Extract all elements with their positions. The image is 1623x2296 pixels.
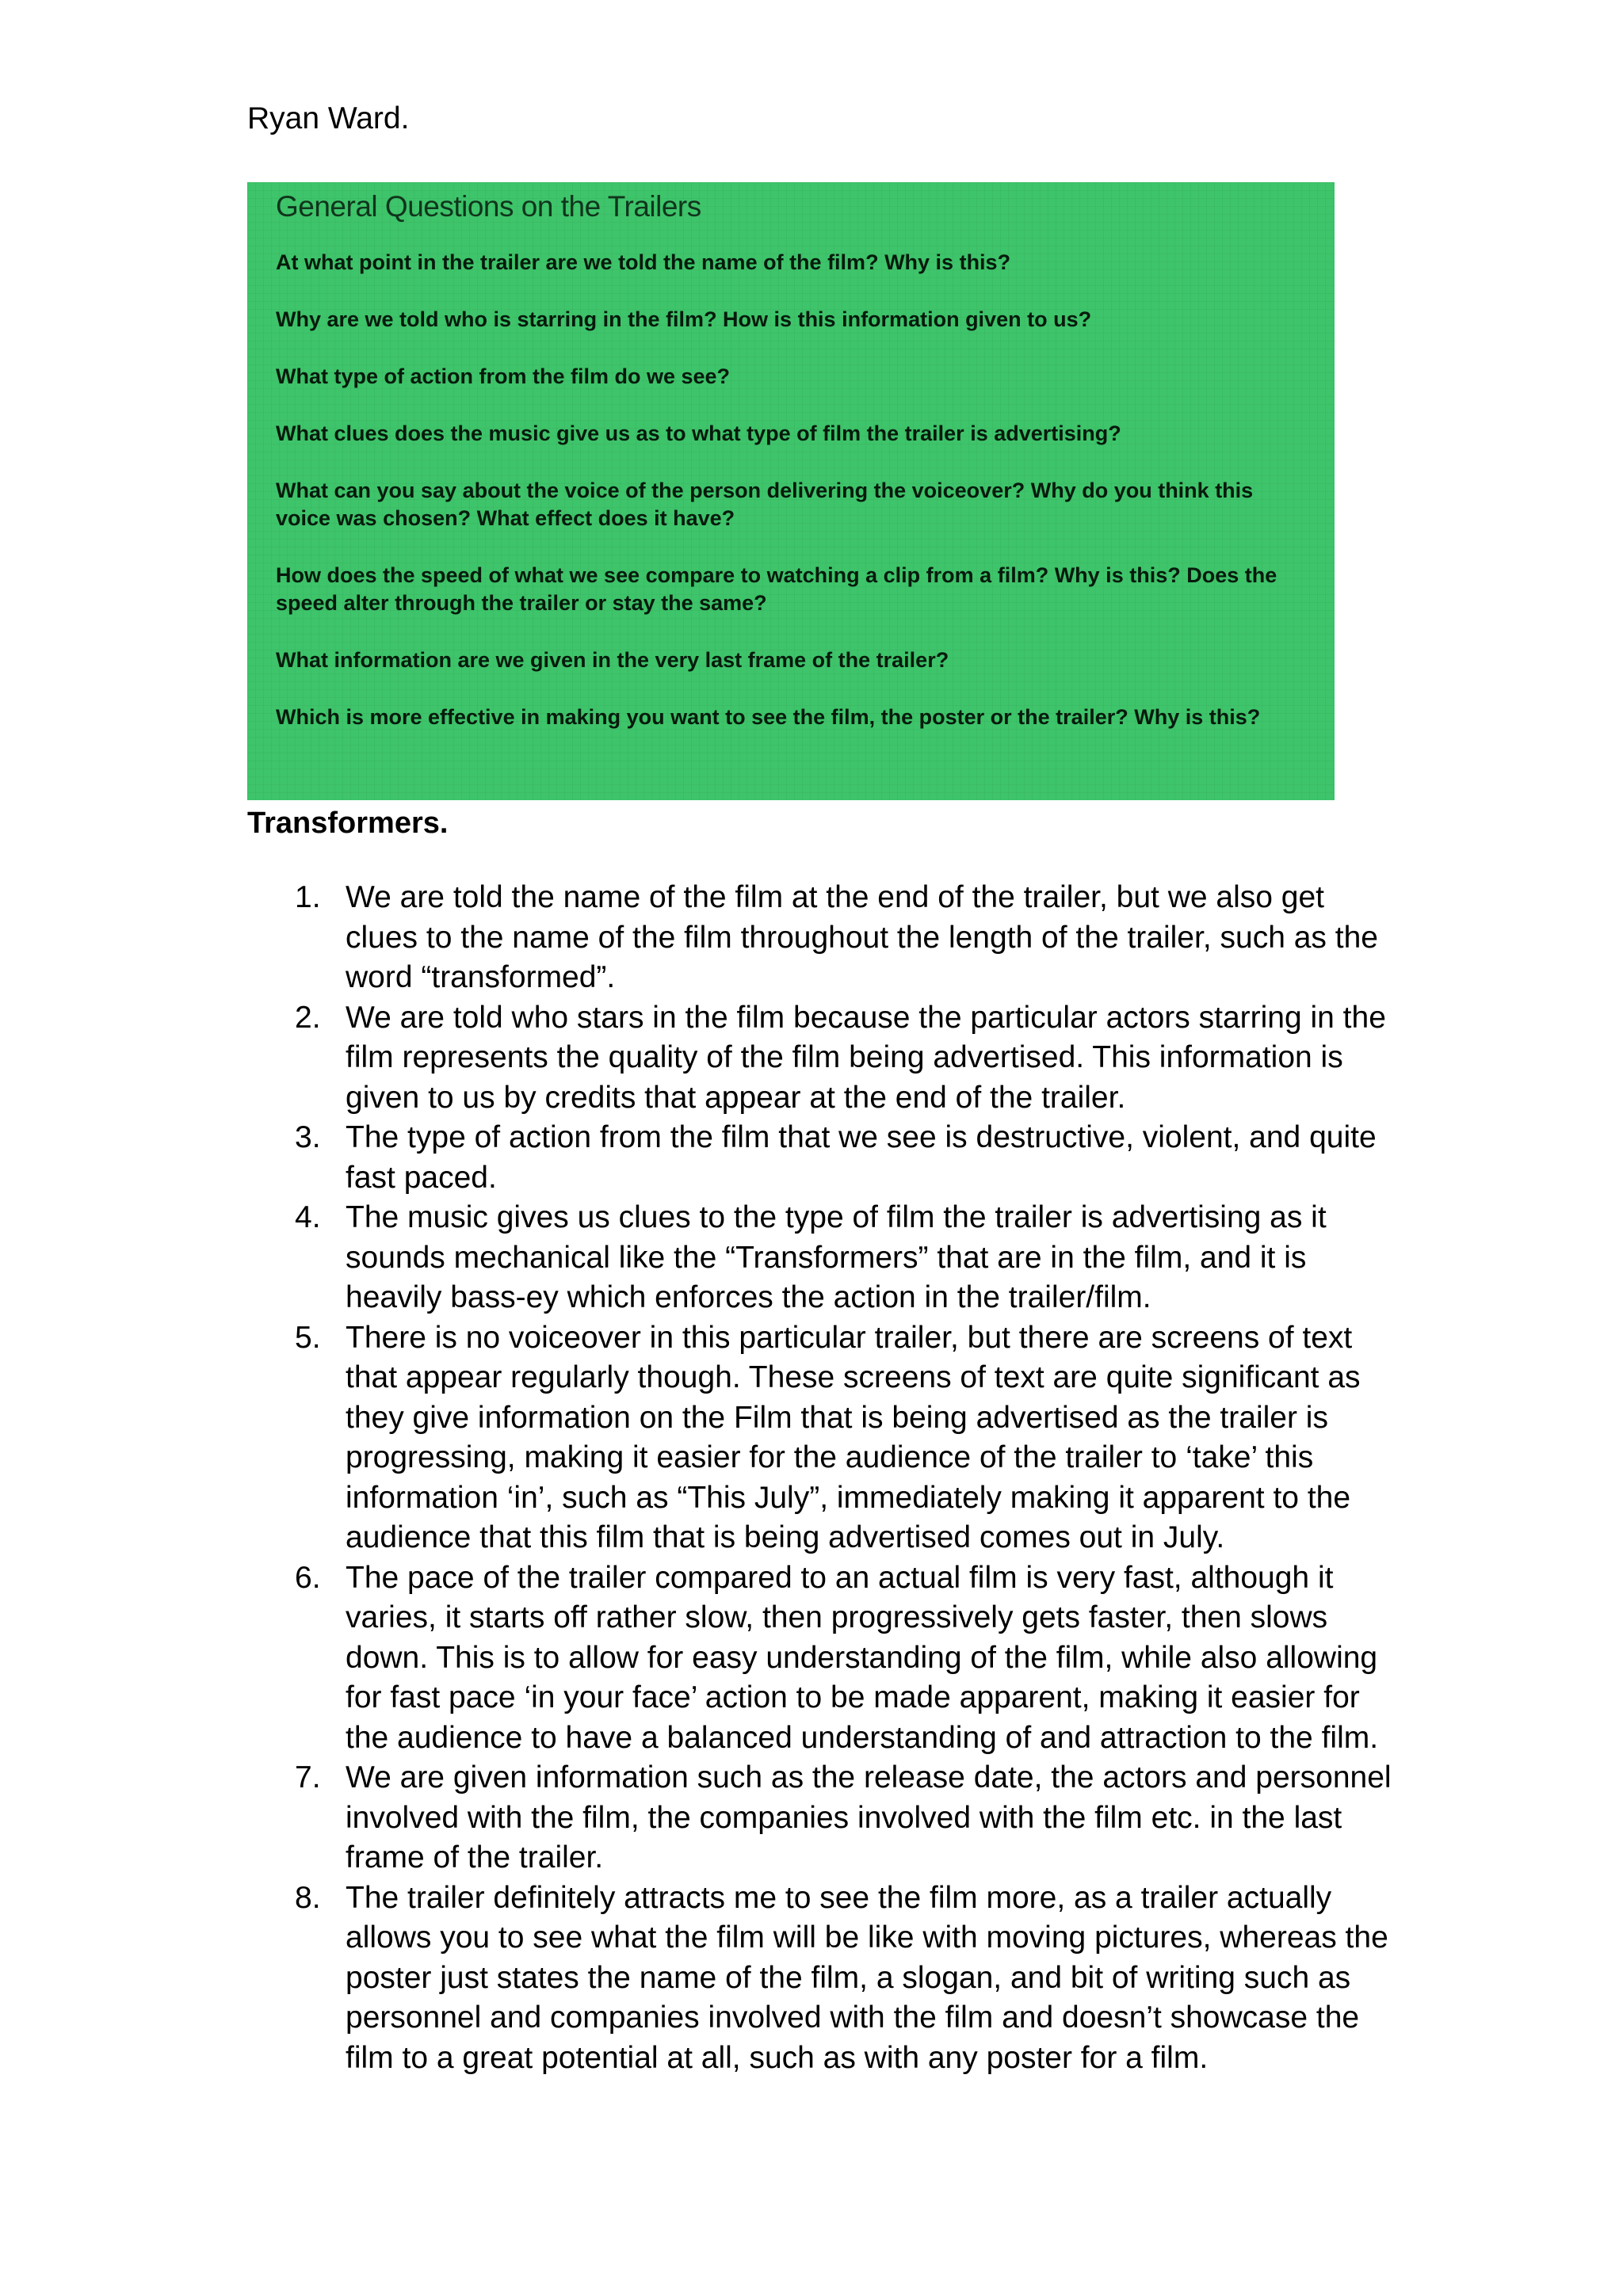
answer-text: We are told the name of the film at the end of the trailer, but we also get clues to the name of the film throughout the length of the trailer, such as the word “transformed”. xyxy=(346,880,1378,994)
answer-number: 3. xyxy=(295,1120,321,1154)
answer-text: The trailer definitely attracts me to see the film more, as a trailer actually allows you to see what the film will be like with moving pictures, whereas the poster just states the name of the film, a slogan, and bit of writing such as personnel and companies involved with the film and doesn’t showcase the film to a great potential at all, such as with any poster for a film. xyxy=(346,1880,1388,2075)
question-item: Why are we told who is starring in the film? How is this information given to us? xyxy=(276,307,1092,331)
answer-text: The pace of the trailer compared to an actual film is very fast, although it varies, it starts off rather slow, then progressively gets faster, then slows down. This is to allow for easy understanding of the film, while also allowing for fast pace ‘in your face’ action to be made apparent, making it easier for the audience to have a balanced understanding of and attraction to the film. xyxy=(346,1560,1379,1755)
section-heading: Transformers. xyxy=(247,807,449,840)
answer-text: We are told who stars in the film because the particular actors starring in the film represents the quality of the film being advertised. This information is given to us by credits that appear at the end of the trailer. xyxy=(346,1000,1386,1115)
answer-item xyxy=(293,1198,1403,1318)
answer-item xyxy=(293,1318,1403,1558)
answer-number: 8. xyxy=(295,1880,321,1915)
question-item: How does the speed of what we see compare to watching a clip from a film? Why is this? Does the speed alter through the trailer or stay the same? xyxy=(276,563,1277,615)
author-name: Ryan Ward. xyxy=(247,101,410,135)
answer-number: 4. xyxy=(295,1200,321,1234)
question-item: At what point in the trailer are we told the name of the film? Why is this? xyxy=(276,250,1011,274)
answer-text: There is no voiceover in this particular trailer, but there are screens of text that appear regularly though. These screens of text are quite significant as they give information on the Film that is being advertised as the trailer is progressing, making it easier for the audience of the trailer to ‘take’ this information ‘in’, such as “This July”, immediately making it apparent to the audience that this film that is being advertised comes out in July. xyxy=(346,1320,1361,1554)
answer-text: The type of action from the film that we see is destructive, violent, and quite fast paced. xyxy=(346,1120,1377,1195)
questions-image-panel xyxy=(247,182,1335,800)
answer-item xyxy=(293,1878,1403,2079)
question-list xyxy=(276,249,1287,731)
answer-number: 6. xyxy=(295,1560,321,1595)
answer-number: 1. xyxy=(295,880,321,914)
answer-text: The music gives us clues to the type of film the trailer is advertising as it sounds mechanical like the “Transformers” that are in the film, and it is heavily bass-ey which enforces the action in the trailer/film. xyxy=(346,1200,1327,1314)
answer-number: 2. xyxy=(295,1000,321,1035)
question-item: Which is more effective in making you want to see the film, the poster or the trailer? Why is this? xyxy=(276,705,1261,729)
answer-list xyxy=(293,878,1403,2078)
answer-item xyxy=(293,1758,1403,1878)
question-item: What type of action from the film do we see? xyxy=(276,364,731,388)
panel-title: General Questions on the Trailers xyxy=(276,190,701,223)
answer-item xyxy=(293,1558,1403,1759)
answer-item xyxy=(293,1118,1403,1198)
question-item: What clues does the music give us as to what type of film the trailer is advertising? xyxy=(276,421,1121,445)
question-item: What can you say about the voice of the person delivering the voiceover? Why do you think this voice was chosen? What effect does it have? xyxy=(276,479,1254,530)
answer-item xyxy=(293,878,1403,998)
answer-text: We are given information such as the release date, the actors and personnel involved with the film, the companies involved with the film etc. in the last frame of the trailer. xyxy=(346,1760,1392,1875)
answer-number: 7. xyxy=(295,1760,321,1794)
question-item: What information are we given in the very last frame of the trailer? xyxy=(276,648,949,672)
answer-number: 5. xyxy=(295,1320,321,1355)
answer-item xyxy=(293,998,1403,1119)
